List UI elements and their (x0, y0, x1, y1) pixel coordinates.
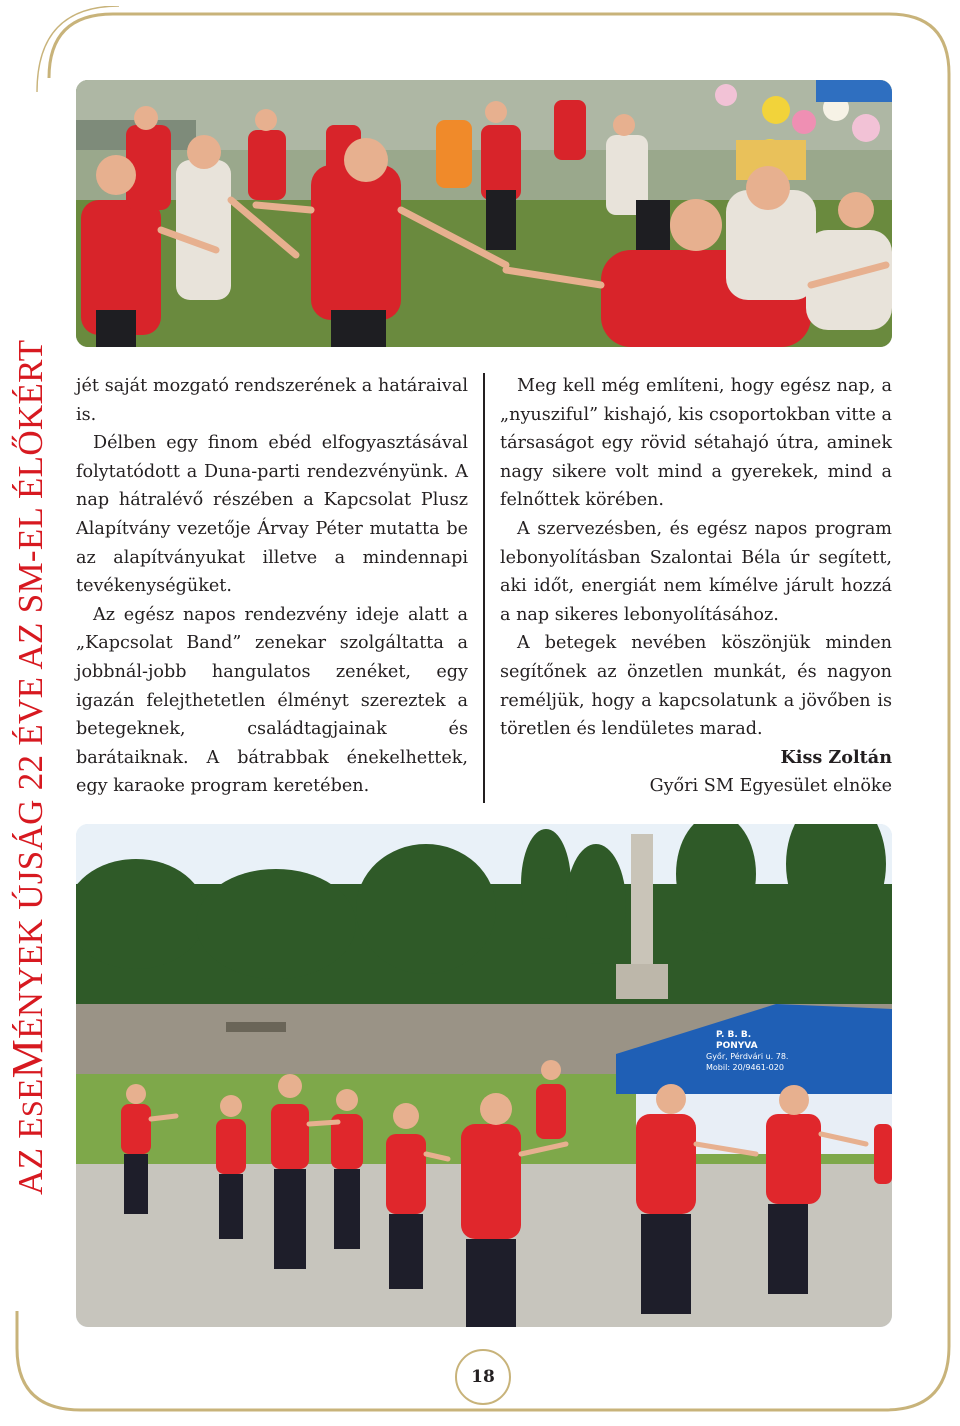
paragraph: A betegek nevében köszönjük minden segítőnek az önzetlen munkát, és nagyon reméljük, hogy a kapcsolatunk a jövőben is töretlen és lendületes marad. (500, 633, 892, 740)
tent-text-line: Győr, Pérdvári u. 78. (706, 1052, 789, 1061)
column-divider (483, 373, 485, 803)
page-number: 18 (455, 1349, 511, 1405)
article-column-right (500, 372, 892, 801)
tent-text-line: P. B. B. (716, 1030, 752, 1040)
bottom-photo-group-exercise-park (76, 824, 892, 1327)
tent-text-line: Mobil: 20/9461-020 (706, 1063, 784, 1072)
paragraph: Meg kell még említeni, hogy egész nap, a „nyusziful” kishajó, kis csoportokban vitte a társaságot egy rövid sétahajó útra, aminek nagy sikere volt mind a gyerekek, mind a felnőttek körében. (500, 376, 892, 511)
signature-name: Kiss Zoltán (780, 746, 892, 768)
paragraph: jét saját mozgató rendszerének a határaival is. (76, 376, 468, 425)
tent-text-line: PONYVA (716, 1041, 758, 1051)
article-column-left (76, 372, 468, 801)
vertical-magazine-title: AZ ESEMÉNYEK ÚJSÁG 22 ÉVE AZ SM-EL ÉLŐKÉRT (3, 339, 52, 1195)
top-photo-exercise-by-river (76, 80, 892, 347)
paragraph: Az egész napos rendezvény ideje alatt a „Kapcsolat Band” zenekar szolgáltatta a jobbnál-jobb hangulatos zenéket, egy igazán felejthetetlen élményt szereztek a betegeknek, családtagjainak és barátaiknak. A bátrabbak énekelhettek, egy karaoke program keretében. (76, 604, 468, 797)
paragraph: Délben egy finom ebéd elfogyasztásával folytatódott a Duna-parti rendezvényünk. A nap hátralévő részében a Kapcsolat Plusz Alapítvány vezetője Árvay Péter mutatta be az alapítványukat illetve a mindennapi tevékenységüket. (76, 433, 468, 597)
paragraph: A szervezésben, és egész napos program lebonyolításban Szalontai Béla úr segített, aki időt, energiát nem kímélve járult hozzá a nap sikeres lebonyolításához. (500, 518, 892, 625)
signature-role: Győri SM Egyesület elnöke (649, 776, 892, 797)
